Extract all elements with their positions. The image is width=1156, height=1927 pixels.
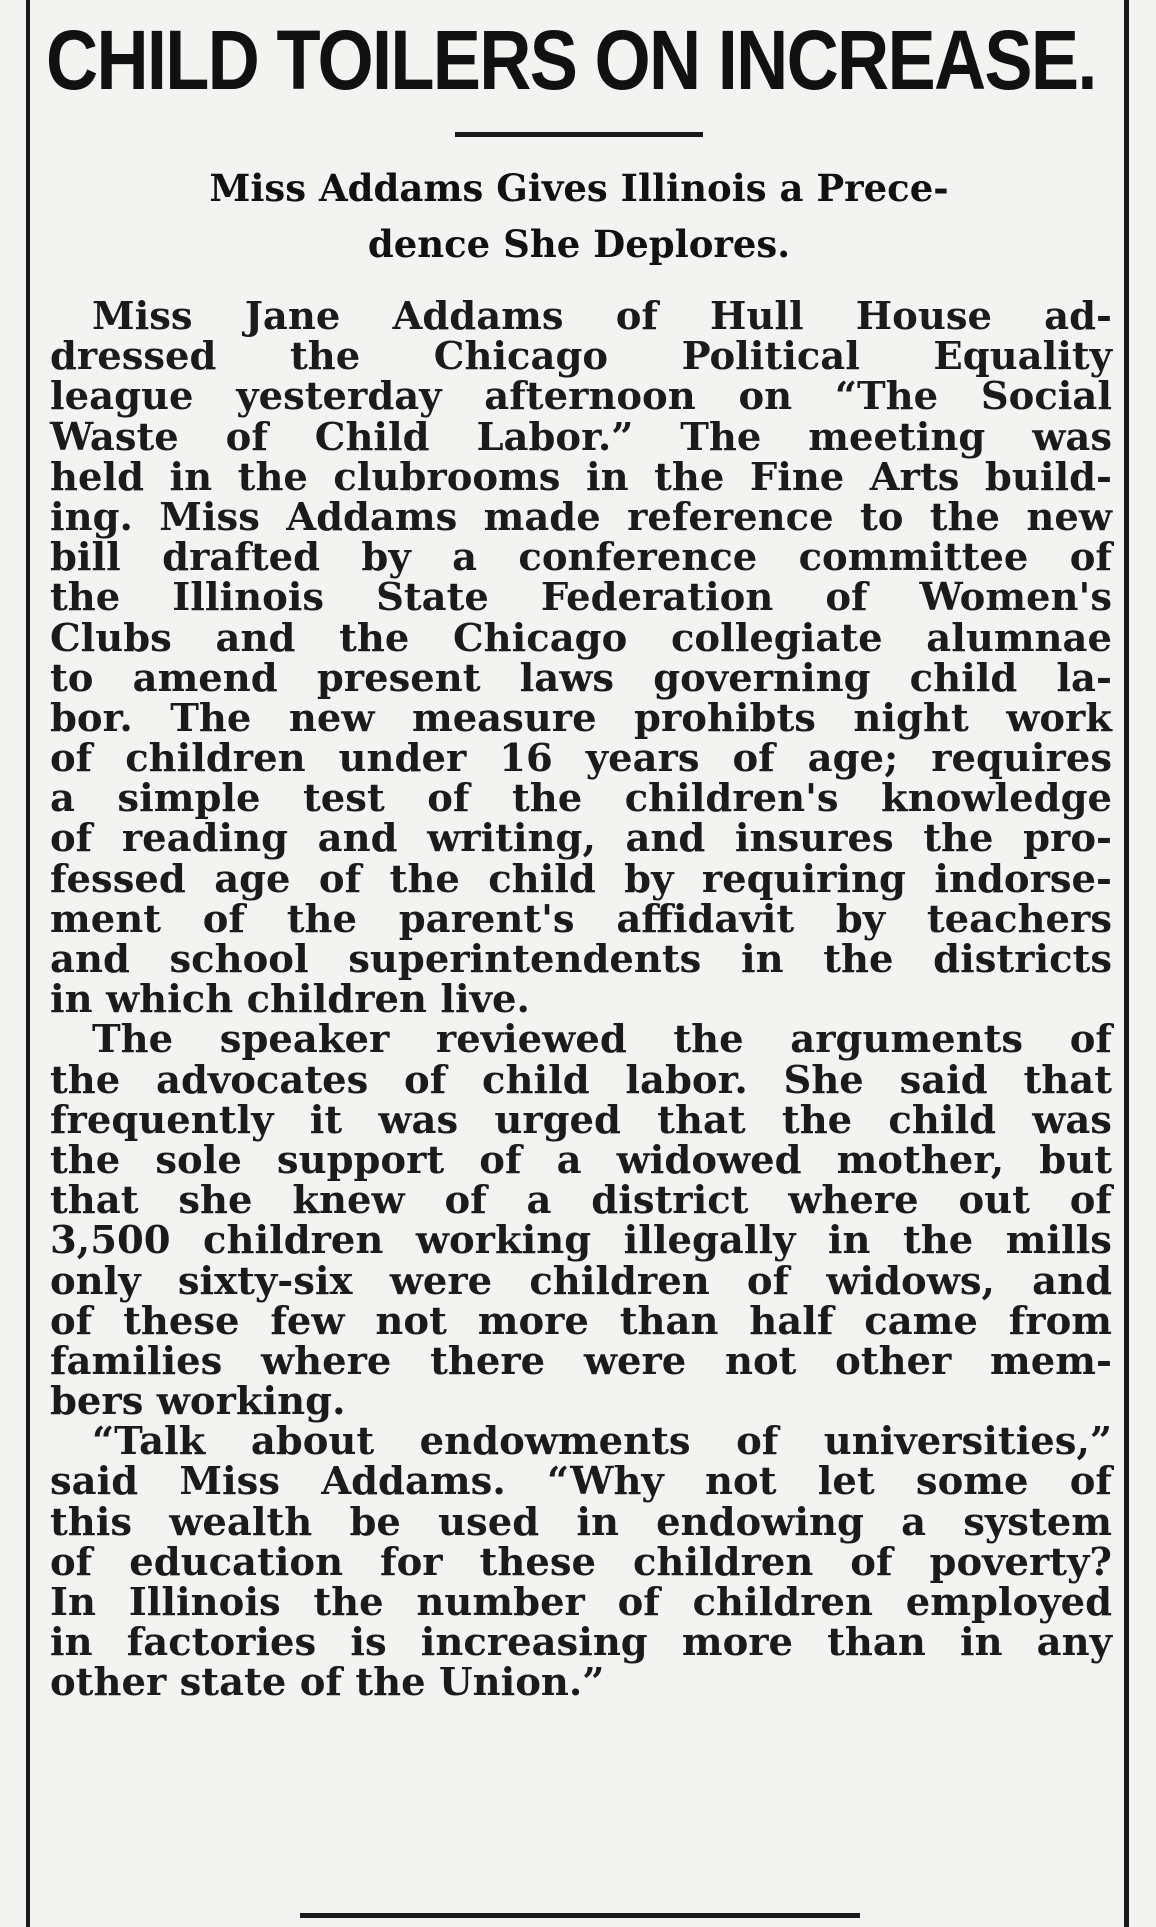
text-line: and school superintendents in the districts xyxy=(50,937,1112,982)
paragraph xyxy=(50,1017,1112,1425)
text-line: said Miss Addams. “Why not let some of xyxy=(50,1459,1112,1505)
headline-divider xyxy=(455,132,703,137)
text-line: only sixty-six were children of widows, and xyxy=(50,1258,1112,1304)
text-line: that she knew of a district where out of xyxy=(50,1178,1112,1224)
text-line: of children under 16 years of age; requires xyxy=(50,736,1112,782)
text-line: of these few not more than half came from xyxy=(50,1298,1112,1344)
headline: CHILD TOILERS ON INCREASE. xyxy=(46,13,1096,107)
bottom-rule xyxy=(300,1913,860,1918)
text-line: frequently it was urged that the child was xyxy=(50,1097,1112,1143)
text-line: ing. Miss Addams made reference to the new xyxy=(50,494,1112,540)
text-line: fessed age of the child by requiring indorse- xyxy=(50,856,1112,902)
paragraph xyxy=(50,1419,1112,1706)
text-line: dressed the Chicago Political Equality xyxy=(50,334,1112,380)
text-line: 3,500 children working illegally in the mills xyxy=(50,1218,1112,1264)
text-line: Miss Jane Addams of Hull House ad- xyxy=(92,294,1112,339)
text-line: ment of the parent's affidavit by teachers xyxy=(50,896,1112,942)
paragraph xyxy=(50,294,1112,1023)
text-line: a simple test of the children's knowledge xyxy=(50,776,1112,822)
text-line: families where there were not other mem- xyxy=(50,1338,1112,1384)
text-line: In Illinois the number of children employed xyxy=(50,1580,1112,1625)
text-line: bill drafted by a conference committee of xyxy=(50,535,1112,581)
text-line: “Talk about endowments of universities,” xyxy=(92,1419,1112,1465)
column-rule-left xyxy=(26,0,30,1927)
text-line: Clubs and the Chicago collegiate alumnae xyxy=(50,615,1112,661)
text-line: in which children live. xyxy=(50,977,530,1023)
text-line: bor. The new measure prohibts night work xyxy=(50,695,1112,741)
text-line: Waste of Child Labor.” The meeting was xyxy=(50,414,1112,460)
text-line: in factories is increasing more than in any xyxy=(50,1620,1112,1666)
text-line: of education for these children of poverty? xyxy=(50,1539,1112,1585)
subheadline xyxy=(46,160,1112,272)
text-line: bers working. xyxy=(50,1379,346,1425)
subhead-line: Miss Addams Gives Illinois a Prece- xyxy=(209,166,949,210)
text-line: league yesterday afternoon on “The Social xyxy=(50,374,1112,420)
text-line: of reading and writing, and insures the pro- xyxy=(50,816,1112,862)
text-line: other state of the Union.” xyxy=(50,1660,605,1706)
text-line: the Illinois State Federation of Women's xyxy=(50,575,1112,621)
text-line: to amend present laws governing child la- xyxy=(50,655,1112,701)
column-rule-right xyxy=(1124,0,1129,1927)
text-line: the sole support of a widowed mother, but xyxy=(50,1137,1112,1183)
text-line: held in the clubrooms in the Fine Arts build- xyxy=(50,454,1112,500)
text-line: The speaker reviewed the arguments of xyxy=(92,1017,1112,1063)
subhead-line: dence She Deplores. xyxy=(367,222,791,266)
text-line: the advocates of child labor. She said that xyxy=(50,1057,1112,1103)
text-line: this wealth be used in endowing a system xyxy=(50,1499,1112,1545)
article-body xyxy=(50,294,1112,1706)
